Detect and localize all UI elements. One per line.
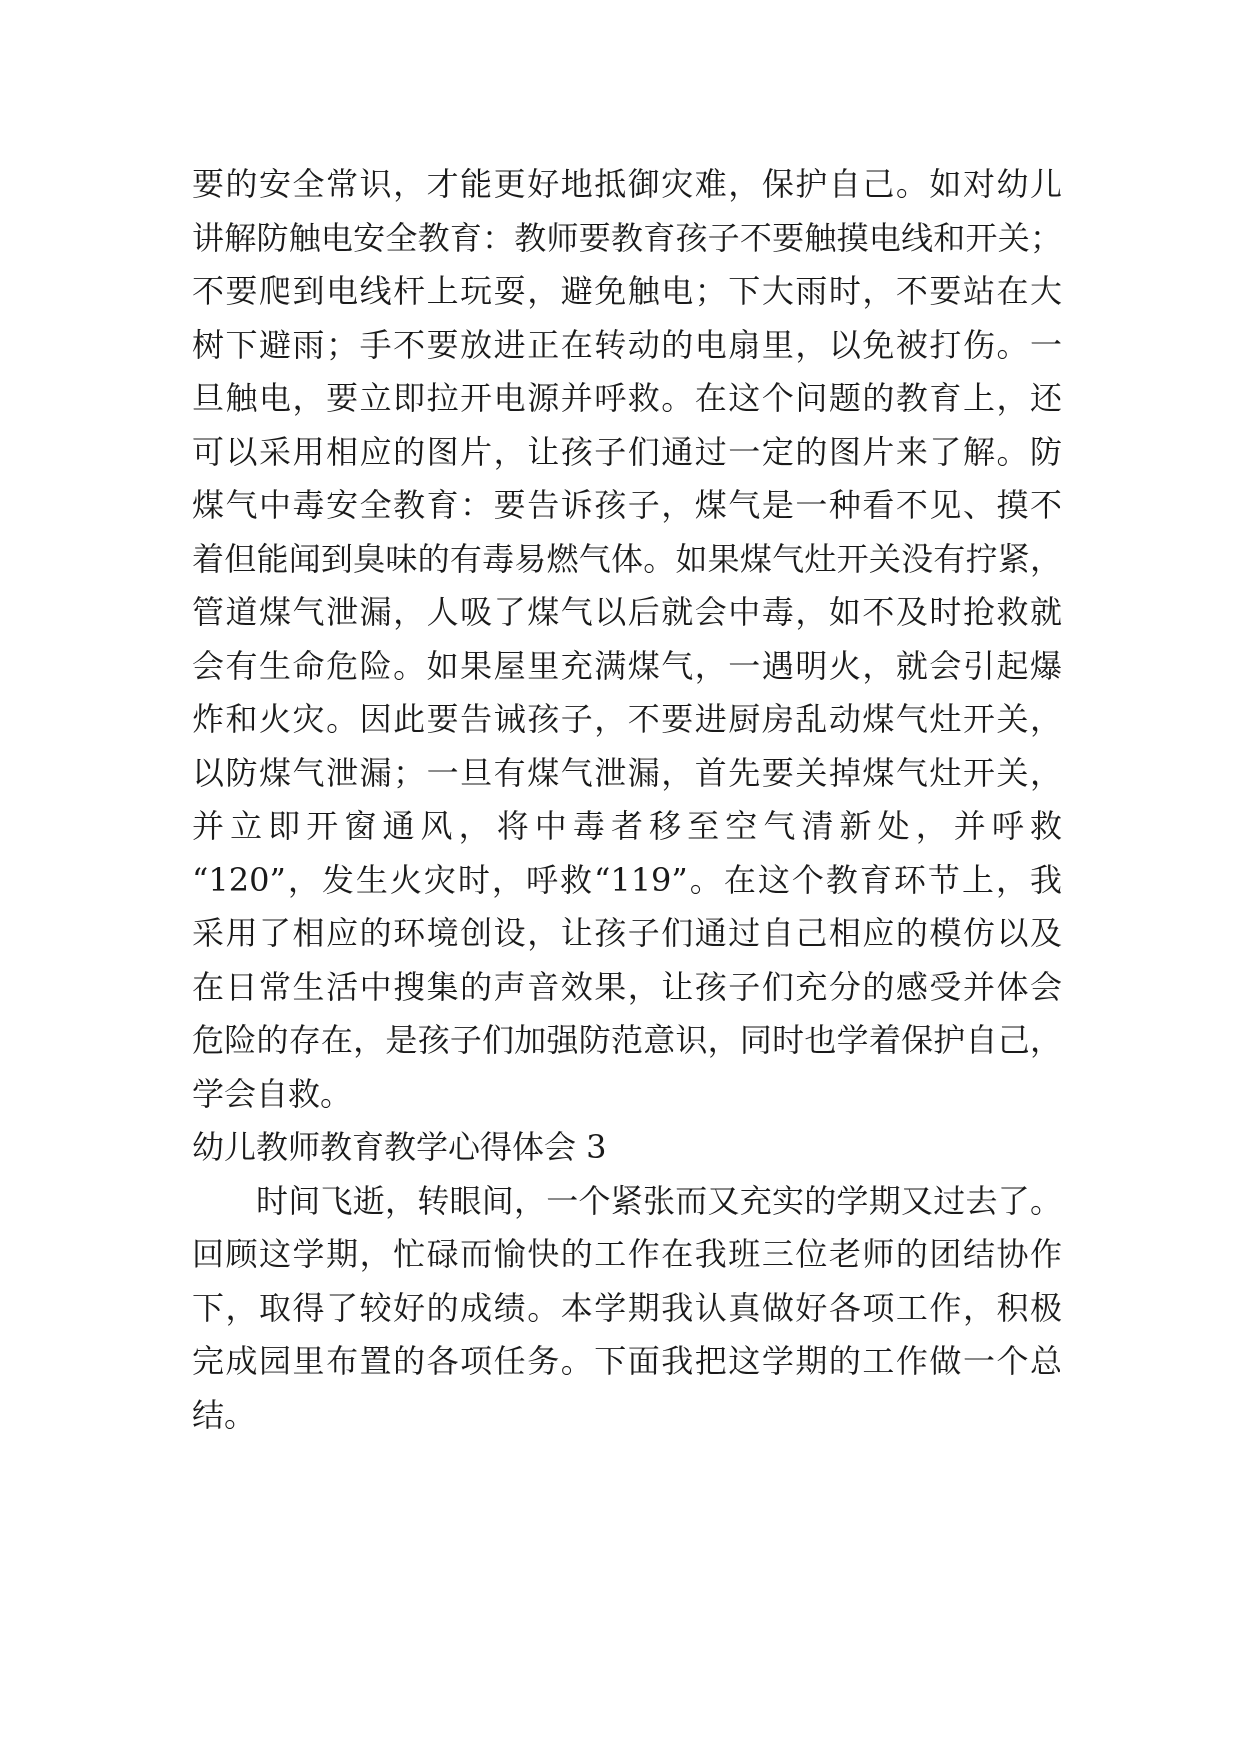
paragraph [192, 1175, 1062, 1443]
text-line: 时间飞逝，转眼间，一个紧张而又充实的学期又过去了。 [256, 1181, 1062, 1220]
text-line: 并立即开窗通风，将中毒者移至空气清新处，并呼救 [192, 807, 1062, 845]
paragraph [192, 158, 1062, 1121]
text-line: 会有生命危险。如果屋里充满煤气，一遇明火，就会引起爆 [192, 646, 1062, 685]
text-line: 旦触电，要立即拉开电源并呼救。在这个问题的教育上，还 [192, 379, 1062, 417]
text-line: 要的安全常识，才能更好地抵御灾难，保护自己。如对幼儿 [192, 165, 1062, 203]
text-line: 以防煤气泄漏；一旦有煤气泄漏，首先要关掉煤气灶开关， [192, 753, 1062, 792]
text-line: 完成园里布置的各项任务。下面我把这学期的工作做一个总 [192, 1342, 1062, 1380]
text-line: 学会自救。 [192, 1074, 353, 1113]
text-line: “120”，发生火灾时，呼救“119”。在这个教育环节上，我 [192, 860, 1062, 899]
section-heading: 幼儿教师教育教学心得体会 3 [192, 1128, 607, 1166]
text-line: 可以采用相应的图片，让孩子们通过一定的图片来了解。防 [192, 432, 1062, 471]
text-line: 煤气中毒安全教育：要告诉孩子，煤气是一种看不见、摸不 [192, 486, 1062, 524]
text-line: 采用了相应的环境创设，让孩子们通过自己相应的模仿以及 [192, 914, 1062, 952]
text-line: 危险的存在，是孩子们加强防范意识，同时也学着保护自己， [192, 1021, 1062, 1059]
text-line: 不要爬到电线杆上玩耍，避免触电；下大雨时，不要站在大 [192, 272, 1062, 310]
text-line: 回顾这学期，忙碌而愉快的工作在我班三位老师的团结协作 [192, 1235, 1062, 1273]
text-line: 讲解防触电安全教育：教师要教育孩子不要触摸电线和开关； [192, 218, 1062, 257]
text-line: 在日常生活中搜集的声音效果，让孩子们充分的感受并体会 [192, 967, 1062, 1006]
text-line: 管道煤气泄漏，人吸了煤气以后就会中毒，如不及时抢救就 [192, 593, 1062, 631]
text-line: 结。 [192, 1395, 257, 1434]
text-line: 下，取得了较好的成绩。本学期我认真做好各项工作，积极 [192, 1288, 1062, 1327]
text-line: 树下避雨；手不要放进正在转动的电扇里，以免被打伤。一 [192, 325, 1062, 364]
document-body [192, 158, 1062, 1442]
text-line: 炸和火灾。因此要告诫孩子，不要进厨房乱动煤气灶开关， [192, 700, 1062, 738]
text-line: 着但能闻到臭味的有毒易燃气体。如果煤气灶开关没有拧紧， [192, 539, 1062, 578]
